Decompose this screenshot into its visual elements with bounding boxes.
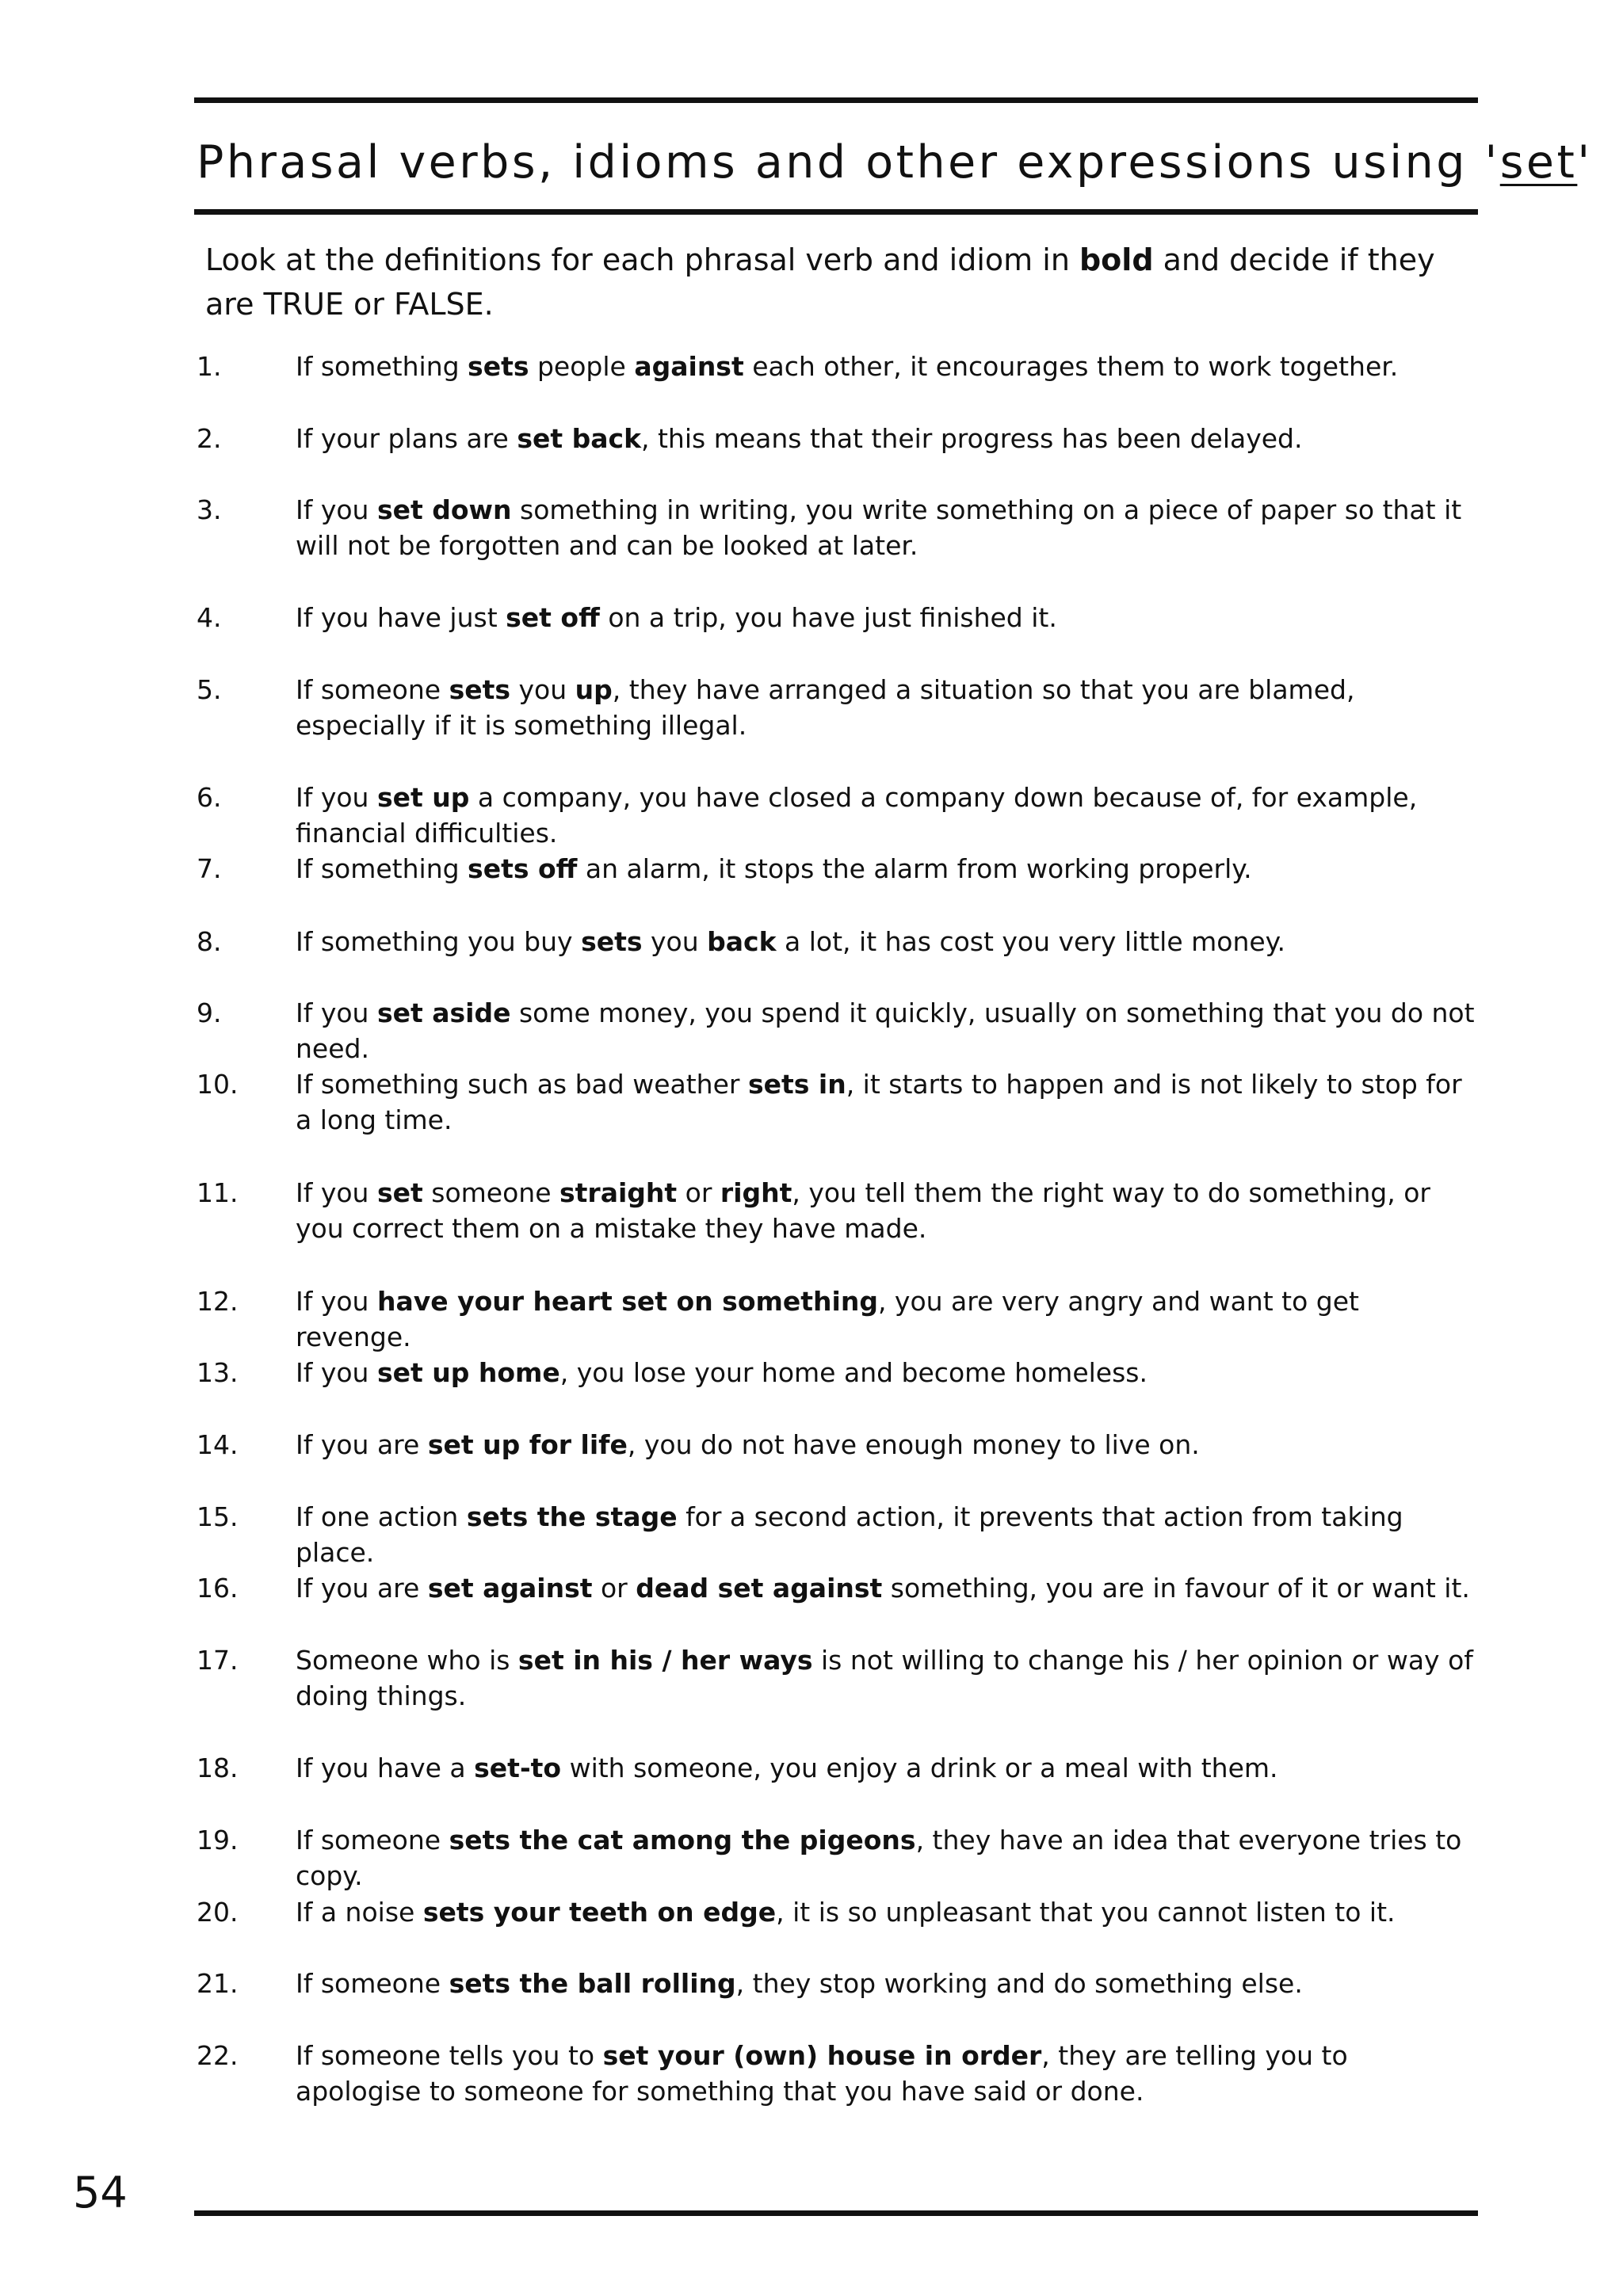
text-segment: If someone [296,1968,449,1999]
top-rule [194,97,1478,103]
question-text [296,780,1480,851]
text-segment: , you do not have enough money to live on. [627,1429,1200,1460]
bold-expression: set [376,1177,423,1208]
page-title [197,136,1593,189]
bold-expression: set off [506,602,600,633]
text-segment: , they stop working and do something else. [735,1968,1303,1999]
question-number: 14. [197,1429,239,1460]
question-number: 13. [197,1357,239,1388]
question-text [296,672,1480,743]
text-segment: If you [296,1286,377,1317]
bold-expression: set-to [474,1753,562,1783]
question-number: 15. [197,1501,239,1532]
question-text [296,492,1480,563]
question-number: 7. [197,853,222,884]
question-number: 16. [197,1573,239,1604]
bold-expression: sets the stage [466,1501,678,1532]
bold-expression: set back [517,423,642,454]
text-segment: or [592,1573,636,1604]
question-number: 9. [197,997,222,1028]
text-segment: Someone who is [296,1645,518,1676]
text-segment: , they have arranged a situation so that you are blamed, especially if it is something illegal. [296,674,1355,741]
text-segment: something, you are in favour of it or want it. [882,1573,1470,1604]
text-segment: If you have just [296,602,506,633]
question-number: 2. [197,423,222,454]
question-number: 4. [197,602,222,633]
question-number: 5. [197,674,222,705]
text-segment: If a noise [296,1897,423,1928]
text-segment: is not willing to change his / her opinion or way of doing things. [296,1645,1473,1711]
text-segment: a lot, it has cost you very little money. [776,926,1285,957]
question-text [296,1966,1480,2001]
text-segment: or [677,1177,720,1208]
text-segment: an alarm, it stops the alarm from working properly. [577,853,1252,884]
question-number: 22. [197,2040,239,2071]
bold-expression: set up for life [427,1429,628,1460]
text-segment: If someone [296,674,449,705]
text-segment: , they are telling you to apologise to someone for something that you have said or done. [296,2040,1348,2107]
text-segment: If you [296,1357,377,1388]
question-number: 17. [197,1645,239,1676]
text-segment: If one action [296,1501,467,1532]
question-number: 12. [197,1286,239,1317]
question-text [296,1570,1480,1606]
text-segment: , they have an idea that everyone tries to copy. [296,1825,1462,1891]
question-text [296,1355,1480,1390]
text-segment: , it is so unpleasant that you cannot listen to it. [776,1897,1396,1928]
text-segment: some money, you spend it quickly, usually on something that you do not need. [296,997,1475,1064]
title-suffix: ' [1577,136,1593,189]
text-segment: , you tell them the right way to do something, or you correct them on a mistake they have made. [296,1177,1430,1244]
question-number: 11. [197,1177,239,1208]
text-segment: , you lose your home and become homeless. [559,1357,1148,1388]
bold-expression: set up home [376,1357,560,1388]
text-segment: and decide if they are TRUE or FALSE. [205,242,1435,322]
text-segment: something in writing, you write something on a piece of paper so that it will not be forgotten and can be looked at later. [296,494,1462,561]
question-number: 18. [197,1753,239,1783]
text-segment: people [529,351,635,382]
question-text [296,349,1480,384]
text-segment: a company, you have closed a company down because of, for example, financial difficulties. [296,782,1418,849]
bold-expression: back [707,926,777,957]
text-segment: If something [296,351,468,382]
bold-expression: up [575,674,613,705]
text-segment: If something you buy [296,926,582,957]
text-segment: If someone tells you to [296,2040,603,2071]
question-text [296,924,1480,959]
bold-expression: sets the ball rolling [449,1968,736,1999]
bold-expression: sets off [468,853,578,884]
question-text [296,1427,1480,1463]
text-segment: If your plans are [296,423,517,454]
text-segment: you [510,674,575,705]
question-text [296,1283,1480,1355]
text-segment: for a second action, it prevents that action from taking place. [296,1501,1403,1568]
text-segment: with someone, you enjoy a drink or a meal with them. [561,1753,1278,1783]
text-segment: , you are very angry and want to get revenge. [296,1286,1359,1352]
text-segment: someone [422,1177,559,1208]
question-text [296,1066,1480,1138]
text-segment: If you are [296,1429,428,1460]
text-segment: on a trip, you have just finished it. [599,602,1057,633]
question-text [296,1175,1480,1246]
text-segment: If something [296,853,468,884]
instructions [205,238,1481,326]
question-text [296,1499,1480,1570]
text-segment: If you have a [296,1753,475,1783]
bold-expression: straight [559,1177,678,1208]
bold-expression: set in his / her ways [517,1645,813,1676]
question-number: 1. [197,351,222,382]
question-number: 3. [197,494,222,525]
bold-expression: sets your teeth on edge [422,1897,777,1928]
question-text [296,995,1480,1066]
question-text [296,1822,1480,1894]
bold-expression: sets [449,674,511,705]
text-segment: If someone [296,1825,449,1855]
bold-expression: set your (own) house in order [602,2040,1042,2071]
text-segment: each other, it encourages them to work together. [743,351,1399,382]
bold-expression: set aside [376,997,511,1028]
bold-expression: set up [376,782,470,813]
text-segment: If you [296,494,377,525]
question-text [296,600,1480,635]
question-number: 10. [197,1069,239,1100]
question-text [296,1642,1480,1714]
question-text [296,1894,1480,1930]
bold-expression: sets the cat among the pigeons [449,1825,916,1855]
question-number: 6. [197,782,222,813]
text-segment: Look at the definitions for each phrasal verb and idiom in [205,242,1079,277]
page-number: 54 [73,2168,128,2218]
bold-expression: have your heart set on something [376,1286,878,1317]
question-number: 19. [197,1825,239,1855]
text-segment: If something such as bad weather [296,1069,748,1100]
text-segment: If you [296,997,377,1028]
question-text [296,851,1480,887]
bold-expression: set down [376,494,512,525]
bold-expression: against [634,351,744,382]
text-segment: , it starts to happen and is not likely to stop for a long time. [296,1069,1462,1135]
text-segment: If you [296,782,377,813]
question-text [296,2038,1480,2109]
bold-expression: sets in [747,1069,846,1100]
question-number: 21. [197,1968,239,1999]
bold-expression: sets [581,926,643,957]
text-segment: you [642,926,708,957]
title-prefix: Phrasal verbs, idioms and other expressions using ' [197,136,1500,189]
bottom-rule [194,2210,1478,2216]
bold-expression: dead set against [636,1573,883,1604]
text-segment: If you [296,1177,377,1208]
bold-expression: right [720,1177,792,1208]
title-keyword: set [1499,136,1578,189]
text-segment: , this means that their progress has been delayed. [641,423,1303,454]
question-number: 8. [197,926,222,957]
bold-expression: bold [1079,242,1154,277]
question-text [296,421,1480,456]
question-text [296,1750,1480,1786]
bold-expression: sets [468,351,529,382]
bold-expression: set against [427,1573,593,1604]
text-segment: If you are [296,1573,428,1604]
question-number: 20. [197,1897,239,1928]
title-rule [194,209,1478,215]
